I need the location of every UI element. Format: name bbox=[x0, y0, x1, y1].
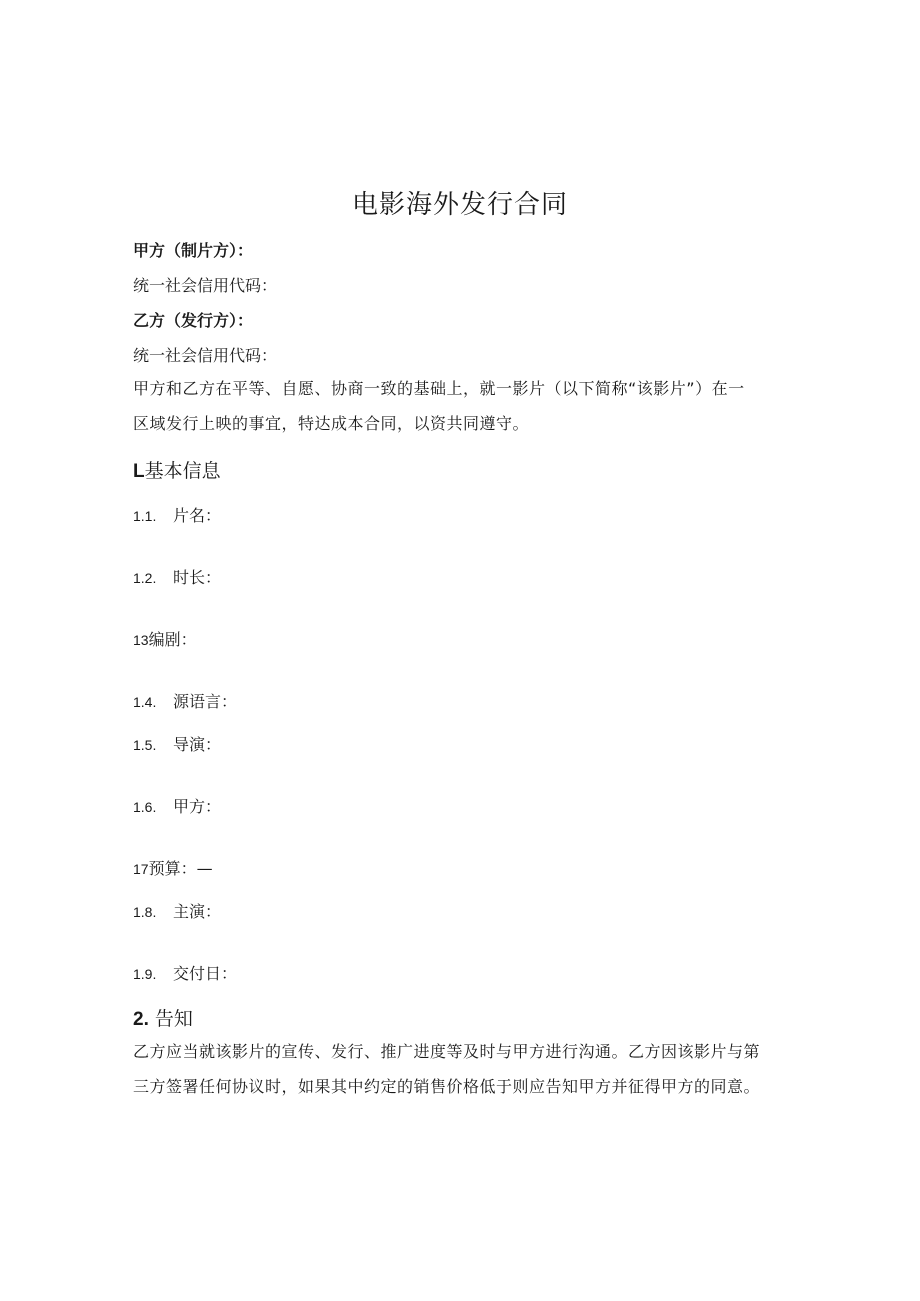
section-1-number: L bbox=[133, 461, 145, 482]
intro-line-1: 甲方和乙方在平等、自愿、协商一致的基础上，就一影片（以下简称“该影片”）在一 bbox=[133, 379, 745, 398]
info-item-delivery-date bbox=[133, 961, 237, 984]
item-number: 1.6. bbox=[133, 799, 157, 815]
info-item-duration bbox=[133, 565, 221, 588]
item-label: 主演： bbox=[173, 902, 222, 921]
item-number: 13 bbox=[133, 632, 149, 648]
notice-paragraph bbox=[133, 1034, 785, 1104]
info-item-budget bbox=[133, 856, 213, 879]
intro-line-2: 区域发行上映的事宜，特达成本合同，以资共同遵守。 bbox=[133, 414, 530, 433]
party-a-credit-code: 统一社会信用代码： bbox=[133, 276, 278, 295]
notice-line-1: 乙方应当就该影片的宣传、发行、推广进度等及时与甲方进行沟通。乙方因该影片与第 bbox=[133, 1042, 761, 1061]
item-number: 1.2. bbox=[133, 570, 157, 586]
info-item-cast bbox=[133, 899, 221, 922]
item-label: 导演： bbox=[173, 735, 222, 754]
party-b-label: 乙方（发行方）： bbox=[133, 311, 254, 330]
info-item-party-a bbox=[133, 794, 221, 817]
info-item-screenwriter bbox=[133, 627, 197, 650]
party-b-credit-code: 统一社会信用代码： bbox=[133, 346, 278, 365]
section-2-number: 2. bbox=[133, 1009, 149, 1030]
notice-line-2: 三方签署任何协议时，如果其中约定的销售价格低于则应告知甲方并征得甲方的同意。 bbox=[133, 1077, 761, 1096]
item-label: 片名： bbox=[173, 506, 222, 525]
item-label: 甲方： bbox=[173, 797, 222, 816]
intro-paragraph bbox=[133, 371, 785, 441]
info-item-language bbox=[133, 689, 237, 712]
item-label: 编剧： bbox=[148, 630, 197, 649]
info-item-director bbox=[133, 732, 221, 755]
item-number: 1.5. bbox=[133, 737, 157, 753]
party-a-label: 甲方（制片方）： bbox=[133, 241, 254, 260]
section-2-title: 告知 bbox=[154, 1008, 193, 1030]
item-number: 1.1. bbox=[133, 508, 157, 524]
section-2-heading bbox=[133, 1004, 193, 1031]
item-number: 1.8. bbox=[133, 904, 157, 920]
item-number: 17 bbox=[133, 861, 149, 877]
item-number: 1.4. bbox=[133, 694, 157, 710]
item-label: 源语言： bbox=[173, 692, 238, 711]
section-1-heading bbox=[133, 456, 221, 483]
document-title: 电影海外发行合同 bbox=[351, 190, 568, 220]
section-1-title: 基本信息 bbox=[144, 460, 221, 482]
item-label: 交付日： bbox=[173, 964, 238, 983]
info-item-title bbox=[133, 503, 221, 526]
item-label: 时长： bbox=[173, 568, 222, 587]
item-number: 1.9. bbox=[133, 966, 157, 982]
item-label: 预算：— bbox=[148, 859, 213, 878]
